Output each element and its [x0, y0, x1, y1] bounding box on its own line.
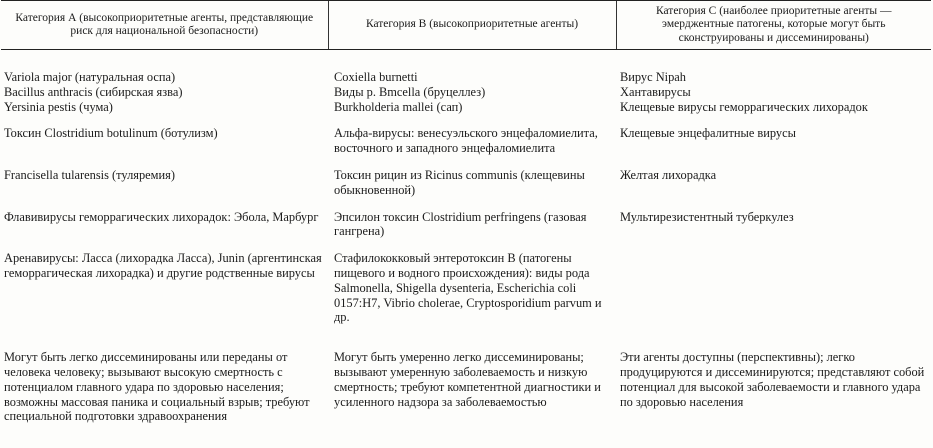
table-cell-category-b — [328, 325, 616, 424]
table-cell-category-b — [328, 239, 616, 325]
agent-entry: Yersinia pestis (чума) — [4, 99, 113, 114]
table-row — [1, 50, 931, 115]
header-row — [1, 1, 931, 50]
table-cell-category-b — [328, 198, 616, 240]
table-cell-category-c — [616, 156, 931, 198]
agent-entry: Клещевые вирусы геморрагических лихорадок — [620, 99, 868, 114]
agent-entry: Флавивирусы геморрагических лихорадок: Эбола, Марбург — [4, 209, 319, 224]
table-header — [1, 1, 931, 50]
header-category-c: Категория С (наиболее приоритетные агенты — эмерджентные патогены, которые могут быть сконструированы и диссеминированы) — [616, 1, 931, 50]
table-cell-category-a — [1, 325, 328, 424]
agent-entry: Альфа-вирусы: венесуэльского энцефаломиелита, восточного и западного энцефаломиелита — [334, 126, 598, 156]
table-cell-category-b — [328, 114, 616, 156]
table-cell-category-a — [1, 156, 328, 198]
table-cell-category-b — [328, 50, 616, 115]
table-row — [1, 239, 931, 325]
header-category-b: Категория В (высокоприоритетные агенты) — [328, 1, 616, 50]
table-row — [1, 198, 931, 240]
agent-entry: Variola major (натуральная оспа) — [4, 70, 176, 84]
agent-entry: Coxiella burnetti — [334, 70, 418, 84]
agent-entry: Francisella tularensis (туляремия) — [4, 167, 175, 182]
agent-entry: Желтая лихорадка — [620, 167, 717, 182]
table-row — [1, 114, 931, 156]
table-cell-category-c — [616, 114, 931, 156]
agent-entry: Хантавирусы — [620, 84, 691, 99]
agent-entry: Мультирезистентный туберкулез — [620, 209, 794, 224]
agent-entry: Могут быть умеренно легко диссеминированы; вызывают умеренную заболеваемость и низкую смертность; требуют компетентной диагностики и усиленного надзора за заболеваемостью — [334, 350, 601, 409]
agent-entry: Токсин рицин из Ricinus communis (клещевины обыкновенной) — [334, 167, 585, 197]
header-category-a: Категория А (высокоприоритетные агенты, представляющие риск для национальной безопасности) — [1, 1, 328, 50]
agent-entry: Вирус Nipah — [620, 70, 687, 84]
agent-entry: Эти агенты доступны (перспективны); легко продуцируются и диссеминируются; представляют собой потенциал для высокой заболеваемости и главного удара по здоровью населения — [620, 350, 925, 409]
table-cell-category-b — [328, 156, 616, 198]
table-cell-category-a — [1, 50, 328, 115]
bioagent-category-table — [1, 0, 931, 424]
table-cell-category-a — [1, 239, 328, 325]
agent-entry: Bacillus anthracis (сибирская язва) — [4, 84, 183, 99]
table-cell-category-c — [616, 198, 931, 240]
agent-entry: Токсин Clostridium botulinum (ботулизм) — [4, 126, 218, 141]
agent-entry: Аренавирусы: Ласса (лихорадка Ласса), Junin (аргентинская геморрагическая лихорадка) и другие родственные вирусы — [4, 251, 322, 280]
agent-entry: Стафилококковый энтеротоксин В (патогены пищевого и водного происхождения): виды рода Salmonella, Shigella dysenteria, Escherichia coli 0157:H7, Vibrio cholerae, Cryptosporidium parvum и др. — [334, 251, 602, 325]
table-row — [1, 325, 931, 424]
table-cell-category-c — [616, 50, 931, 115]
agent-entry: Burkholderia mallei (сап) — [334, 99, 463, 114]
table-row — [1, 156, 931, 198]
table-cell-category-c — [616, 239, 931, 325]
agent-entry: Виды р. Bmcella (бруцеллез) — [334, 84, 486, 99]
table-cell-category-c — [616, 325, 931, 424]
table-cell-category-a — [1, 114, 328, 156]
table-cell-category-a — [1, 198, 328, 240]
agent-entry: Эпсилон токсин Clostridium perfringens (газовая гангрена) — [334, 209, 587, 239]
table-body — [1, 50, 931, 425]
agent-entry: Могут быть легко диссеминированы или переданы от человека человеку; вызывают высокую смертность с потенциалом главного удара по здоровью населения; возможны массовая паника и социальный взрыв; требуют специальной подготовки здравоохранения — [4, 350, 310, 424]
agent-entry: Клещевые энцефалитные вирусы — [620, 126, 796, 141]
